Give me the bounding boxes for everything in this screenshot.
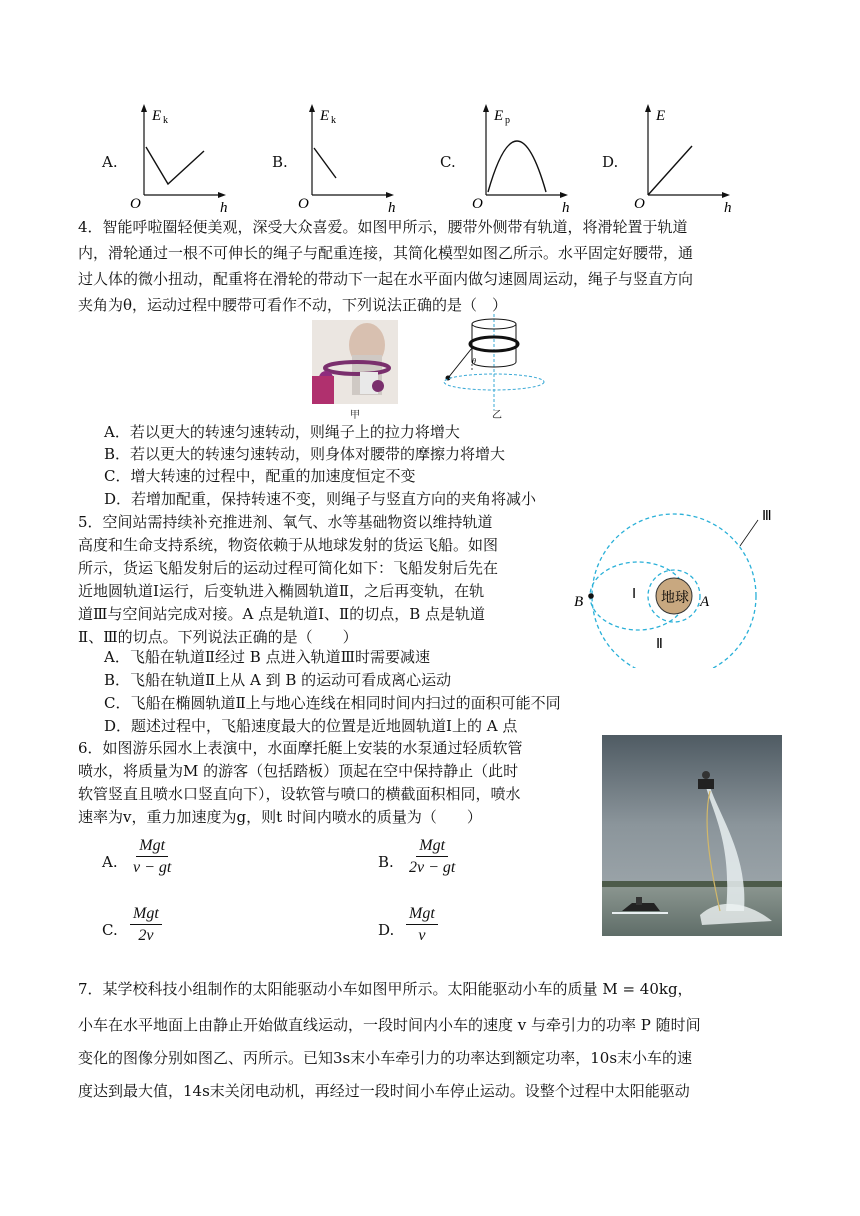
point-b-label: B	[574, 594, 584, 610]
q5-option-c: C．飞船在椭圆轨道Ⅱ上与地心连线在相同时间内扫过的面积可能不同	[104, 694, 561, 712]
q4-option-b: B．若以更大的转速匀速转动，则身体对腰带的摩擦力将增大	[104, 445, 506, 463]
q6-option-d-letter: D.	[378, 921, 395, 939]
q5-text-line: 所示，货运飞船发射后的运动过程可简化如下：飞船发射后先在	[78, 559, 499, 577]
graph-origin: O	[634, 196, 645, 212]
q7-text-line: 小车在水平地面上由静止开始做直线运动，一段时间内小车的速度 v 与牵引力的功率 P 随时间	[78, 1016, 701, 1034]
fig-label-jia: 甲	[350, 410, 360, 421]
q7-text-line: 度达到最大值，14s末关闭电动机，再经过一段时间小车停止运动。设整个过程中太阳能驱动	[78, 1082, 690, 1100]
graph-xlabel: h	[562, 200, 570, 216]
fig-label-yi: 乙	[492, 410, 502, 421]
orbit-i-label: Ⅰ	[632, 587, 637, 602]
q4-text-line: 过人体的微小扭动，配重将在滑轮的带动下一起在水平面内做匀速圆周运动，绳子与竖直方向	[78, 270, 694, 288]
flyboard-photo-illustration	[602, 735, 782, 936]
q4-option-d: D．若增加配重，保持转速不变，则绳子与竖直方向的夹角将减小	[104, 490, 537, 508]
point-a-label: A	[700, 594, 710, 610]
graph-origin: O	[130, 196, 141, 212]
q5-orbit-diagram	[570, 498, 790, 668]
q6-option-b-fraction	[406, 836, 458, 879]
graph-xlabel: h	[724, 200, 732, 216]
q6-option-b-letter: B.	[378, 853, 394, 871]
q7-text-line: 7．某学校科技小组制作的太阳能驱动小车如图甲所示。太阳能驱动小车的质量 M = 40kg，	[78, 980, 693, 998]
q5-text-line: 高度和生命支持系统，物资依赖于从地球发射的货运飞船。如图	[78, 536, 499, 554]
graph-c-ep-vs-h	[464, 100, 574, 220]
q5-option-d: D．题述过程中，飞船速度最大的位置是近地圆轨道Ⅰ上的 A 点	[104, 717, 518, 735]
q4-diagram-model	[436, 314, 586, 410]
q6-option-a-fraction	[130, 836, 174, 879]
q5-text-line: 道Ⅲ与空间站完成对接。A 点是轨道Ⅰ、Ⅱ的切点，B 点是轨道	[78, 605, 485, 623]
q4-text-line: 夹角为θ，运动过程中腰带可看作不动，下列说法正确的是（ ）	[78, 296, 508, 314]
graph-option-letter: D.	[602, 153, 619, 171]
graph-origin: O	[472, 196, 483, 212]
graph-option-letter: C.	[440, 153, 456, 171]
graph-origin: O	[298, 196, 309, 212]
graph-xlabel: h	[220, 200, 228, 216]
fraction-denominator: 2v − gt	[409, 859, 456, 876]
graph-ylabel: E	[656, 108, 666, 124]
q6-text-line: 软管竖直且喷水口竖直向下），设软管与喷口的横截面积相同，喷水	[78, 785, 521, 803]
graph-option-letter: B.	[272, 153, 288, 171]
fraction-denominator: v	[418, 927, 426, 944]
q5-text-line: 5．空间站需持续补充推进剂、氧气、水等基础物资以维持轨道	[78, 513, 493, 531]
q6-option-d-fraction	[406, 904, 438, 947]
q5-text-line: Ⅱ、Ⅲ的切点。下列说法正确的是（ ）	[78, 628, 358, 646]
q4-photo-hula-hoop	[312, 320, 398, 404]
q5-option-a: A．飞船在轨道Ⅱ经过 B 点进入轨道Ⅲ时需要减速	[104, 648, 431, 666]
fraction-numerator: Mgt	[406, 904, 438, 925]
q6-option-a-letter: A.	[102, 853, 118, 871]
fraction-numerator: Mgt	[416, 836, 448, 857]
q6-photo-flyboard	[602, 735, 782, 936]
graph-ylabel: E	[494, 108, 504, 124]
graph-ylabel: E	[152, 108, 162, 124]
q4-text-line: 内，滑轮通过一根不可伸长的绳子与配重连接，其简化模型如图乙所示。水平固定好腰带，通	[78, 244, 694, 262]
graph-a-ek-vs-h	[122, 100, 232, 220]
q7-text-line: 变化的图像分别如图乙、丙所示。已知3s末小车牵引力的功率达到额定功率，10s末小车的速	[78, 1049, 693, 1067]
q5-option-b: B．飞船在轨道Ⅱ上从 A 到 B 的运动可看成离心运动	[104, 671, 452, 689]
fraction-numerator: Mgt	[136, 836, 168, 857]
q6-option-c-letter: C.	[102, 921, 118, 939]
q6-text-line: 速率为v，重力加速度为g，则t 时间内喷水的质量为（ ）	[78, 808, 482, 826]
graph-ylabel-sub: k	[163, 115, 168, 126]
orbit-iii-label: Ⅲ	[762, 509, 772, 524]
q4-option-a: A．若以更大的转速匀速转动，则绳子上的拉力将增大	[104, 423, 460, 441]
graph-ylabel-sub: p	[505, 115, 510, 126]
theta-label: θ	[472, 357, 476, 366]
hula-hoop-illustration	[312, 320, 398, 404]
fraction-denominator: 2v	[138, 927, 154, 944]
fraction-denominator: v − gt	[133, 859, 172, 876]
graph-b-ek-vs-h	[290, 100, 400, 220]
q4-option-c: C．增大转速的过程中，配重的加速度恒定不变	[104, 467, 416, 485]
graph-d-e-vs-h	[626, 100, 736, 220]
q6-option-c-fraction	[130, 904, 162, 947]
q5-text-line: 近地圆轨道Ⅰ运行，后变轨进入椭圆轨道Ⅱ，之后再变轨，在轨	[78, 582, 485, 600]
q4-text-line: 4．智能呼啦圈轻便美观，深受大众喜爱。如图甲所示，腰带外侧带有轨道，将滑轮置于轨道	[78, 218, 688, 236]
orbit-ii-label: Ⅱ	[656, 637, 663, 652]
fraction-numerator: Mgt	[130, 904, 162, 925]
earth-label: 地球	[661, 590, 689, 606]
q6-text-line: 6．如图游乐园水上表演中，水面摩托艇上安装的水泵通过轻质软管	[78, 739, 523, 757]
q6-text-line: 喷水，将质量为M 的游客（包括踏板）顶起在空中保持静止（此时	[78, 762, 519, 780]
graph-ylabel-sub: k	[331, 115, 336, 126]
graph-option-letter: A.	[102, 153, 118, 171]
graph-xlabel: h	[388, 200, 396, 216]
graph-ylabel: E	[320, 108, 330, 124]
